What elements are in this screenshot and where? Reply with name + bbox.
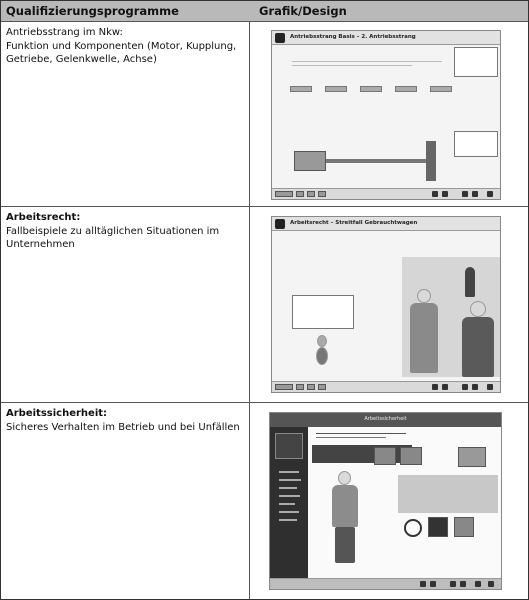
- table-row: [1, 207, 528, 403]
- toolbar-button: [275, 191, 293, 197]
- info-note: [454, 131, 498, 157]
- axle-graphic: [426, 141, 436, 181]
- speech-bubble: [292, 295, 354, 329]
- nav-icon: [487, 191, 493, 197]
- screenshot-toolbar: [270, 578, 501, 589]
- component-chip: [360, 86, 382, 92]
- toolbar-button: [296, 384, 304, 390]
- thumbnail-image: [454, 517, 474, 537]
- factory-image: [398, 475, 498, 513]
- nav-icon: [442, 191, 448, 197]
- info-note: [454, 47, 498, 77]
- nav-icon: [488, 581, 494, 587]
- program-title: Antriebsstrang im Nkw:: [6, 27, 123, 38]
- person-figure: [335, 527, 355, 563]
- person-figure: [465, 267, 475, 297]
- header-programs: Qualifizierungsprogramme: [6, 4, 179, 18]
- screenshot-titlebar: [272, 31, 500, 45]
- info-note: [312, 445, 412, 463]
- screenshot-toolbar: [272, 188, 500, 199]
- program-title: Arbeitsrecht:: [6, 212, 81, 223]
- sidebar-item: [279, 471, 299, 473]
- component-chip: [430, 86, 452, 92]
- program-desc: Sicheres Verhalten im Betrieb und bei Unfällen: [6, 421, 240, 433]
- text-line: [316, 437, 386, 438]
- table-row: [1, 22, 528, 207]
- thumbnail-image: [374, 447, 396, 465]
- nav-icon: [472, 191, 478, 197]
- nav-icon: [487, 384, 493, 390]
- thumbnail-image: [428, 517, 448, 537]
- person-head: [417, 289, 431, 303]
- mascot-icon: [317, 335, 327, 347]
- engine-graphic: [294, 151, 326, 171]
- logo-icon: [275, 219, 285, 229]
- text-line: [292, 65, 412, 66]
- screenshot-sidebar: [270, 427, 308, 580]
- person-head: [338, 471, 351, 485]
- table-header-row: [1, 1, 528, 22]
- nav-icon: [450, 581, 456, 587]
- nav-icon: [432, 384, 438, 390]
- screenshot-title: Arbeitssicherheit: [364, 416, 407, 422]
- program-description: [6, 211, 244, 252]
- sidebar-item: [279, 495, 300, 497]
- mascot-icon: [316, 347, 328, 365]
- screenshot-content: [308, 427, 502, 580]
- nav-icon: [430, 581, 436, 587]
- toolbar-button: [318, 384, 326, 390]
- component-chip: [395, 86, 417, 92]
- header-design: Grafik/Design: [259, 4, 347, 18]
- sidebar-item: [279, 503, 295, 505]
- nav-icon: [460, 581, 466, 587]
- program-desc: Funktion und Komponenten (Motor, Kupplung, Getriebe, Gelenkwelle, Achse): [6, 40, 237, 65]
- sidebar-item: [279, 519, 297, 521]
- nav-icon: [420, 581, 426, 587]
- nav-icon: [442, 384, 448, 390]
- screenshot-drivetrain: [271, 30, 501, 200]
- nav-icon: [475, 581, 481, 587]
- toolbar-button: [296, 191, 304, 197]
- program-description: [6, 407, 244, 434]
- person-figure: [410, 303, 438, 373]
- screenshot-labor-law: [271, 216, 501, 393]
- sidebar-item: [279, 511, 299, 513]
- logo-icon: [275, 33, 285, 43]
- program-description: [6, 26, 244, 67]
- screenshot-title: Arbeitsrecht – Streitfall Gebrauchtwagen: [290, 220, 418, 226]
- thumbnail-image: [400, 447, 422, 465]
- component-chip: [325, 86, 347, 92]
- sidebar-item: [279, 487, 297, 489]
- nav-icon: [432, 191, 438, 197]
- screenshot-title: Antriebsstrang Basis – 2. Antriebsstrang: [290, 34, 416, 40]
- safety-sign-icon: [404, 519, 422, 537]
- nav-icon: [462, 384, 468, 390]
- sidebar-item: [279, 479, 301, 481]
- program-desc: Fallbeispiele zu alltäglichen Situationen im Unternehmen: [6, 225, 220, 250]
- logo-icon: [275, 433, 303, 459]
- thumbnail-image: [458, 447, 486, 467]
- toolbar-button: [307, 191, 315, 197]
- toolbar-button: [307, 384, 315, 390]
- program-title: Arbeitssicherheit:: [6, 408, 108, 419]
- text-line: [316, 433, 406, 434]
- person-head: [470, 301, 486, 317]
- toolbar-button: [318, 191, 326, 197]
- screenshot-toolbar: [272, 381, 500, 392]
- person-figure: [462, 317, 494, 377]
- toolbar-button: [275, 384, 293, 390]
- screenshot-safety: [269, 412, 502, 590]
- screenshot-titlebar: [272, 217, 500, 231]
- table-row: [1, 403, 528, 599]
- text-line: [292, 61, 442, 62]
- nav-icon: [462, 191, 468, 197]
- shaft-graphic: [326, 159, 426, 163]
- screenshot-titlebar: [270, 413, 501, 427]
- component-chip: [290, 86, 312, 92]
- person-figure: [332, 485, 358, 527]
- nav-icon: [472, 384, 478, 390]
